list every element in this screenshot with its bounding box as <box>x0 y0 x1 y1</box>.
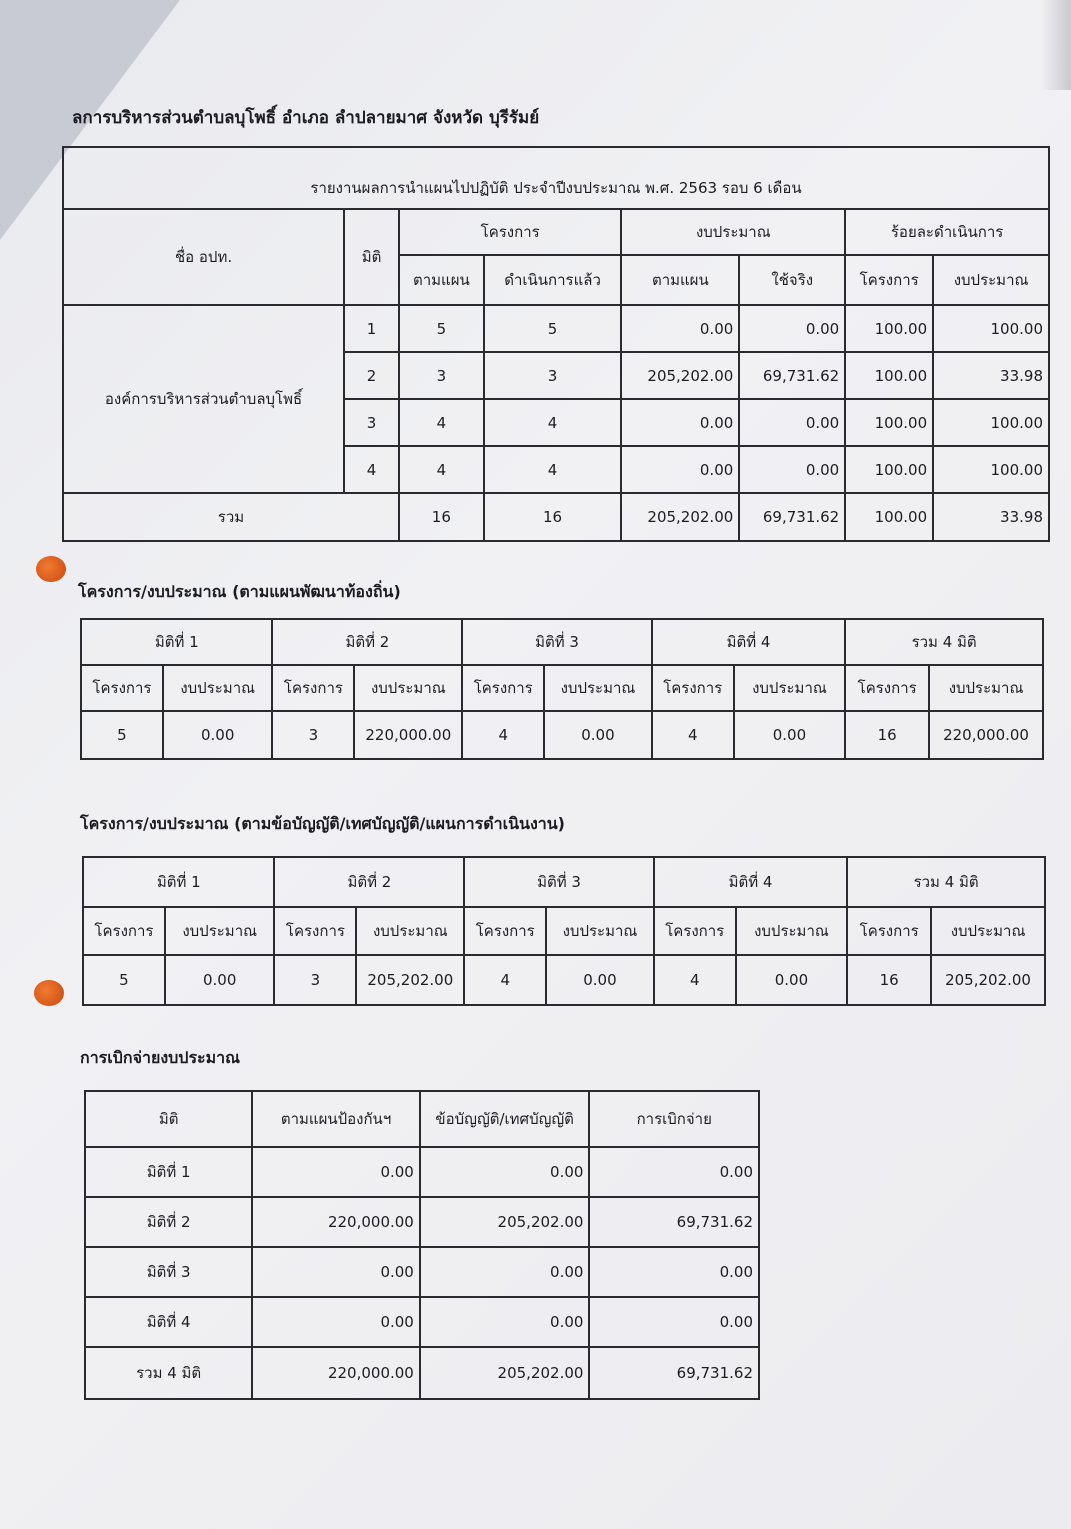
group-header: มิติที่ 3 <box>462 619 652 665</box>
sub-header-projects: โครงการ <box>272 665 354 711</box>
sub-header-projects: โครงการ <box>654 907 736 955</box>
plan-cell: 220,000.00 <box>252 1197 420 1247</box>
total-row <box>85 1347 759 1399</box>
budget-cell: 220,000.00 <box>354 711 462 759</box>
sub-header-projects: โครงการ <box>81 665 163 711</box>
done-cell: 5 <box>484 305 622 352</box>
ordinance-cell: 0.00 <box>420 1297 590 1347</box>
header-pct-budget: งบประมาณ <box>933 255 1049 305</box>
budget-cell: 0.00 <box>165 955 275 1005</box>
budget-planned-cell: 205,202.00 <box>621 352 739 399</box>
budget-cell: 220,000.00 <box>929 711 1043 759</box>
header-org-name: ชื่อ อปท. <box>63 209 344 305</box>
budget-planned-cell: 0.00 <box>621 305 739 352</box>
sub-header-budget: งบประมาณ <box>929 665 1043 711</box>
section-ordinance-title: โครงการ/งบประมาณ (ตามข้อบัญญัติ/เทศบัญญัติ/แผนการดำเนินงาน) <box>80 814 565 833</box>
section-disbursement-title: การเบิกจ่ายงบประมาณ <box>80 1048 240 1067</box>
pct-projects-cell: 100.00 <box>845 305 933 352</box>
planned-cell: 3 <box>399 352 484 399</box>
header-ordinance: ข้อบัญญัติ/เทศบัญญัติ <box>420 1091 590 1147</box>
header-dimension: มิติ <box>344 209 399 305</box>
projects-cell: 3 <box>274 955 356 1005</box>
pct-budget-cell: 100.00 <box>933 305 1049 352</box>
group-header: มิติที่ 1 <box>83 857 274 907</box>
sub-header-budget: งบประมาณ <box>734 665 846 711</box>
budget-cell: 205,202.00 <box>931 955 1045 1005</box>
disbursed-cell: 0.00 <box>589 1147 759 1197</box>
dim-cell: รวม 4 มิติ <box>85 1347 252 1399</box>
projects-cell: 5 <box>81 711 163 759</box>
table-row <box>85 1197 759 1247</box>
ordinance-cell: 205,202.00 <box>420 1197 590 1247</box>
projects-cell: 4 <box>464 955 546 1005</box>
dim-cell: 2 <box>344 352 399 399</box>
org-name-cell: องค์การบริหารส่วนตำบลบุโพธิ์ <box>63 305 344 493</box>
budget-cell: 0.00 <box>734 711 846 759</box>
dim-cell: 4 <box>344 446 399 493</box>
section-local-plan-title: โครงการ/งบประมาณ (ตามแผนพัฒนาท้องถิ่น) <box>78 582 401 601</box>
sub-header-projects: โครงการ <box>652 665 734 711</box>
group-header: มิติที่ 4 <box>652 619 845 665</box>
header-budget: งบประมาณ <box>621 209 845 255</box>
plan-cell: 0.00 <box>252 1247 420 1297</box>
disbursed-cell: 69,731.62 <box>589 1197 759 1247</box>
total-budget-planned: 205,202.00 <box>621 493 739 541</box>
projects-cell: 16 <box>845 711 929 759</box>
projects-cell: 4 <box>462 711 544 759</box>
planned-cell: 5 <box>399 305 484 352</box>
disbursed-cell: 69,731.62 <box>589 1347 759 1399</box>
projects-cell: 4 <box>652 711 734 759</box>
pct-projects-cell: 100.00 <box>845 399 933 446</box>
dim-cell: 1 <box>344 305 399 352</box>
budget-planned-cell: 0.00 <box>621 446 739 493</box>
pct-budget-cell: 100.00 <box>933 399 1049 446</box>
budget-used-cell: 0.00 <box>739 305 845 352</box>
sub-header-budget: งบประมาณ <box>546 907 654 955</box>
header-pct-projects: โครงการ <box>845 255 933 305</box>
table-row <box>83 955 1045 1005</box>
header-projects: โครงการ <box>399 209 621 255</box>
group-header: มิติที่ 2 <box>274 857 464 907</box>
sub-header-projects: โครงการ <box>464 907 546 955</box>
budget-cell: 0.00 <box>544 711 652 759</box>
sub-header-budget: งบประมาณ <box>163 665 273 711</box>
pct-budget-cell: 100.00 <box>933 446 1049 493</box>
projects-cell: 5 <box>83 955 165 1005</box>
dim-cell: 3 <box>344 399 399 446</box>
budget-cell: 0.00 <box>736 955 848 1005</box>
sub-header-projects: โครงการ <box>845 665 929 711</box>
sub-header-budget: งบประมาณ <box>931 907 1045 955</box>
punch-hole-bottom <box>34 980 64 1006</box>
plan-cell: 0.00 <box>252 1297 420 1347</box>
done-cell: 4 <box>484 446 622 493</box>
page-shadow-edge <box>1041 0 1071 90</box>
total-label: รวม <box>63 493 399 541</box>
table-row <box>85 1247 759 1297</box>
pct-projects-cell: 100.00 <box>845 446 933 493</box>
budget-used-cell: 0.00 <box>739 399 845 446</box>
dim-cell: มิติที่ 4 <box>85 1297 252 1347</box>
report-title: รายงานผลการนำแผนไปปฏิบัติ ประจำปีงบประมาณ พ.ศ. 2563 รอบ 6 เดือน <box>63 147 1049 209</box>
budget-cell: 0.00 <box>163 711 273 759</box>
header-budget-used: ใช้จริง <box>739 255 845 305</box>
budget-cell: 205,202.00 <box>356 955 464 1005</box>
disbursed-cell: 0.00 <box>589 1297 759 1347</box>
ordinance-table <box>82 856 1046 1006</box>
group-header: มิติที่ 4 <box>654 857 847 907</box>
group-header: มิติที่ 3 <box>464 857 654 907</box>
dim-cell: มิติที่ 1 <box>85 1147 252 1197</box>
dim-cell: มิติที่ 2 <box>85 1197 252 1247</box>
budget-used-cell: 69,731.62 <box>739 352 845 399</box>
group-header: รวม 4 มิติ <box>845 619 1043 665</box>
planned-cell: 4 <box>399 399 484 446</box>
ordinance-cell: 0.00 <box>420 1247 590 1297</box>
projects-cell: 16 <box>847 955 931 1005</box>
plan-cell: 0.00 <box>252 1147 420 1197</box>
disbursement-table <box>84 1090 760 1400</box>
dim-cell: มิติที่ 3 <box>85 1247 252 1297</box>
sub-header-projects: โครงการ <box>274 907 356 955</box>
total-row <box>63 493 1049 541</box>
sub-header-budget: งบประมาณ <box>544 665 652 711</box>
table-row <box>85 1297 759 1347</box>
ordinance-cell: 0.00 <box>420 1147 590 1197</box>
header-dimension: มิติ <box>85 1091 252 1147</box>
projects-cell: 3 <box>272 711 354 759</box>
header-plan: ตามแผนป้องกันฯ <box>252 1091 420 1147</box>
table-row <box>81 711 1043 759</box>
pct-budget-cell: 33.98 <box>933 352 1049 399</box>
total-done: 16 <box>484 493 622 541</box>
header-budget-planned: ตามแผน <box>621 255 739 305</box>
projects-cell: 4 <box>654 955 736 1005</box>
total-pct-projects: 100.00 <box>845 493 933 541</box>
local-plan-table <box>80 618 1044 760</box>
sub-header-budget: งบประมาณ <box>165 907 275 955</box>
table-row <box>63 305 1049 352</box>
budget-cell: 0.00 <box>546 955 654 1005</box>
group-header: รวม 4 มิติ <box>847 857 1045 907</box>
punch-hole-top <box>36 556 66 582</box>
budget-planned-cell: 0.00 <box>621 399 739 446</box>
header-done: ดำเนินการแล้ว <box>484 255 622 305</box>
total-budget-used: 69,731.62 <box>739 493 845 541</box>
table-row <box>85 1147 759 1197</box>
header-disbursed: การเบิกจ่าย <box>589 1091 759 1147</box>
disbursed-cell: 0.00 <box>589 1247 759 1297</box>
sub-header-budget: งบประมาณ <box>356 907 464 955</box>
sub-header-budget: งบประมาณ <box>736 907 848 955</box>
budget-used-cell: 0.00 <box>739 446 845 493</box>
done-cell: 4 <box>484 399 622 446</box>
sub-header-projects: โครงการ <box>83 907 165 955</box>
plan-cell: 220,000.00 <box>252 1347 420 1399</box>
group-header: มิติที่ 2 <box>272 619 462 665</box>
pct-projects-cell: 100.00 <box>845 352 933 399</box>
report-table <box>62 146 1050 542</box>
header-planned: ตามแผน <box>399 255 484 305</box>
header-percent: ร้อยละดำเนินการ <box>845 209 1049 255</box>
org-header-line: ลการบริหารส่วนตำบลบุโพธิ์ อำเภอ ลำปลายมาศ จังหวัด บุรีรัมย์ <box>72 108 540 128</box>
total-planned: 16 <box>399 493 484 541</box>
sub-header-projects: โครงการ <box>462 665 544 711</box>
total-pct-budget: 33.98 <box>933 493 1049 541</box>
sub-header-projects: โครงการ <box>847 907 931 955</box>
group-header: มิติที่ 1 <box>81 619 272 665</box>
done-cell: 3 <box>484 352 622 399</box>
planned-cell: 4 <box>399 446 484 493</box>
sub-header-budget: งบประมาณ <box>354 665 462 711</box>
ordinance-cell: 205,202.00 <box>420 1347 590 1399</box>
